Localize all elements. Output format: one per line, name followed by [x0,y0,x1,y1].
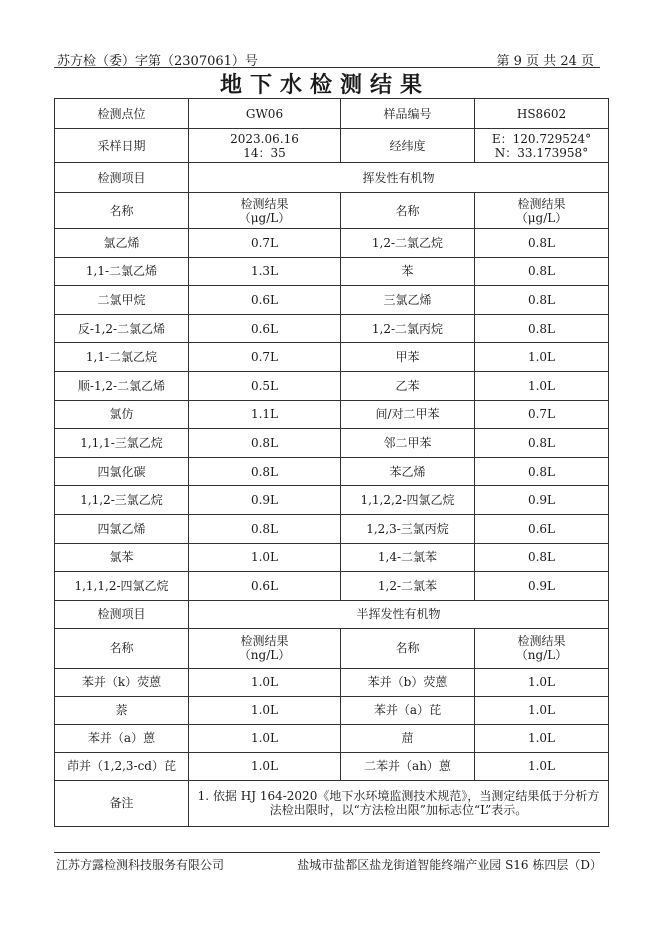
result-1: 0.7L [189,229,341,258]
voc-row [55,457,609,486]
result-1: 1.0L [189,752,341,780]
result-2: 1.0L [475,343,609,372]
point-label: 检测点位 [55,99,189,129]
compound-name-1: 四氯乙烯 [55,514,189,543]
svoc-row [55,724,609,752]
voc-row [55,486,609,515]
result-1: 0.6L [189,286,341,315]
compound-name-1: 1,1-二氯乙烯 [55,257,189,286]
coord-label: 经纬度 [341,129,475,163]
result-1: 0.8L [189,457,341,486]
svoc-category-row [55,600,609,628]
voc-row [55,429,609,458]
result-2: 1.0L [475,752,609,780]
voc-row [55,400,609,429]
result-2: 0.8L [475,286,609,315]
result-1: 0.6L [189,572,341,601]
result-2: 0.6L [475,514,609,543]
svoc-col-result-1: 检测结果 （ng/L） [189,628,341,668]
compound-name-2: 苯乙烯 [341,457,475,486]
lon-value: E：120.729524° [491,131,592,146]
compound-name-1: 1,1,1-三氯乙烷 [55,429,189,458]
result-1: 0.7L [189,343,341,372]
compound-name-2: 乙苯 [341,371,475,400]
compound-name-1: 苯并（a）蒽 [55,724,189,752]
compound-name-1: 茚并（1,2,3-cd）芘 [55,752,189,780]
result-2: 0.9L [475,572,609,601]
document-number: 苏方检（委）字第（2307061）号 [57,54,258,69]
voc-row [55,514,609,543]
compound-name-1: 苯并（k）荧蒽 [55,668,189,696]
compound-name-1: 1,1,2-三氯乙烷 [55,486,189,515]
compound-name-2: 苯 [341,257,475,286]
result-2: 1.0L [475,724,609,752]
voc-item-label: 检测项目 [55,163,189,193]
compound-name-1: 二氯甲烷 [55,286,189,315]
voc-col-result-2: 检测结果 （μg/L） [475,193,609,229]
compound-name-2: 䓛 [341,724,475,752]
compound-name-2: 1,2-二氯乙烷 [341,229,475,258]
svoc-category: 半挥发性有机物 [189,600,609,628]
coord-cell [475,129,609,163]
compound-name-1: 萘 [55,696,189,724]
footer-address: 盐城市盐都区盐龙街道智能终端产业园 S16 栋四层（D） [297,858,602,872]
voc-row [55,543,609,572]
voc-category-row [55,163,609,193]
compound-name-2: 甲苯 [341,343,475,372]
date-label: 采样日期 [55,129,189,163]
compound-name-1: 1,1-二氯乙烷 [55,343,189,372]
point-value: GW06 [189,99,341,129]
lat-value: N：33.173958° [494,145,589,160]
compound-name-2: 间/对二甲苯 [341,400,475,429]
compound-name-1: 氯乙烯 [55,229,189,258]
result-1: 0.5L [189,371,341,400]
page-title: 地下水检测结果 [219,72,430,98]
footer-divider [54,852,600,853]
svoc-row [55,696,609,724]
svoc-col-name-2: 名称 [341,628,475,668]
page-info: 第 9 页 共 24 页 [496,54,594,69]
result-1: 1.0L [189,724,341,752]
voc-row [55,343,609,372]
compound-name-1: 顺-1,2-二氯乙烯 [55,371,189,400]
compound-name-2: 三氯乙烯 [341,286,475,315]
compound-name-2: 邻二甲苯 [341,429,475,458]
results-table [54,98,609,827]
voc-header-row [55,193,609,229]
voc-row [55,286,609,315]
result-2: 0.8L [475,457,609,486]
result-1: 1.0L [189,696,341,724]
compound-name-2: 1,2,3-三氯丙烷 [341,514,475,543]
result-2: 1.0L [475,696,609,724]
compound-name-2: 1,1,2,2-四氯乙烷 [341,486,475,515]
info-row-2 [55,129,609,163]
result-2: 0.7L [475,400,609,429]
svoc-row [55,668,609,696]
date-value: 2023.06.16 [230,131,299,146]
result-2: 0.8L [475,229,609,258]
result-2: 0.8L [475,429,609,458]
time-value: 14：35 [243,145,286,160]
result-1: 1.0L [189,543,341,572]
result-2: 0.9L [475,486,609,515]
svoc-col-name-1: 名称 [55,628,189,668]
voc-category: 挥发性有机物 [189,163,609,193]
svoc-item-label: 检测项目 [55,600,189,628]
result-2: 0.8L [475,314,609,343]
remark-row [55,780,609,826]
result-2: 0.8L [475,257,609,286]
result-2: 0.8L [475,543,609,572]
remark-label: 备注 [55,780,189,826]
result-2: 1.0L [475,371,609,400]
compound-name-1: 1,1,1,2-四氯乙烷 [55,572,189,601]
compound-name-2: 1,2-二氯苯 [341,572,475,601]
result-1: 0.8L [189,514,341,543]
compound-name-1: 氯苯 [55,543,189,572]
result-1: 0.8L [189,429,341,458]
svoc-col-result-2: 检测结果 （ng/L） [475,628,609,668]
compound-name-2: 苯并（b）荧蒽 [341,668,475,696]
svoc-row [55,752,609,780]
compound-name-1: 反-1,2-二氯乙烯 [55,314,189,343]
voc-col-result-1: 检测结果 （μg/L） [189,193,341,229]
sample-label: 样品编号 [341,99,475,129]
result-1: 1.0L [189,668,341,696]
voc-row [55,229,609,258]
info-row-1 [55,99,609,129]
remark-text: 1. 依据 HJ 164-2020《地下水环境监测技术规范》，当测定结果低于分析方法检出限时，以“方法检出限”加标志位“L”表示。 [189,780,609,826]
result-1: 0.6L [189,314,341,343]
compound-name-1: 氯仿 [55,400,189,429]
compound-name-2: 二苯并（ah）蒽 [341,752,475,780]
compound-name-2: 1,2-二氯丙烷 [341,314,475,343]
result-2: 1.0L [475,668,609,696]
voc-col-name-2: 名称 [341,193,475,229]
result-1: 1.1L [189,400,341,429]
result-1: 0.9L [189,486,341,515]
voc-row [55,572,609,601]
compound-name-2: 苯并（a）芘 [341,696,475,724]
datetime-cell [189,129,341,163]
result-1: 1.3L [189,257,341,286]
voc-row [55,314,609,343]
footer-company: 江苏方露检测科技服务有限公司 [56,858,225,872]
svoc-header-row [55,628,609,668]
voc-row [55,371,609,400]
compound-name-1: 四氯化碳 [55,457,189,486]
compound-name-2: 1,4-二氯苯 [341,543,475,572]
voc-col-name-1: 名称 [55,193,189,229]
voc-row [55,257,609,286]
sample-value: HS8602 [475,99,609,129]
